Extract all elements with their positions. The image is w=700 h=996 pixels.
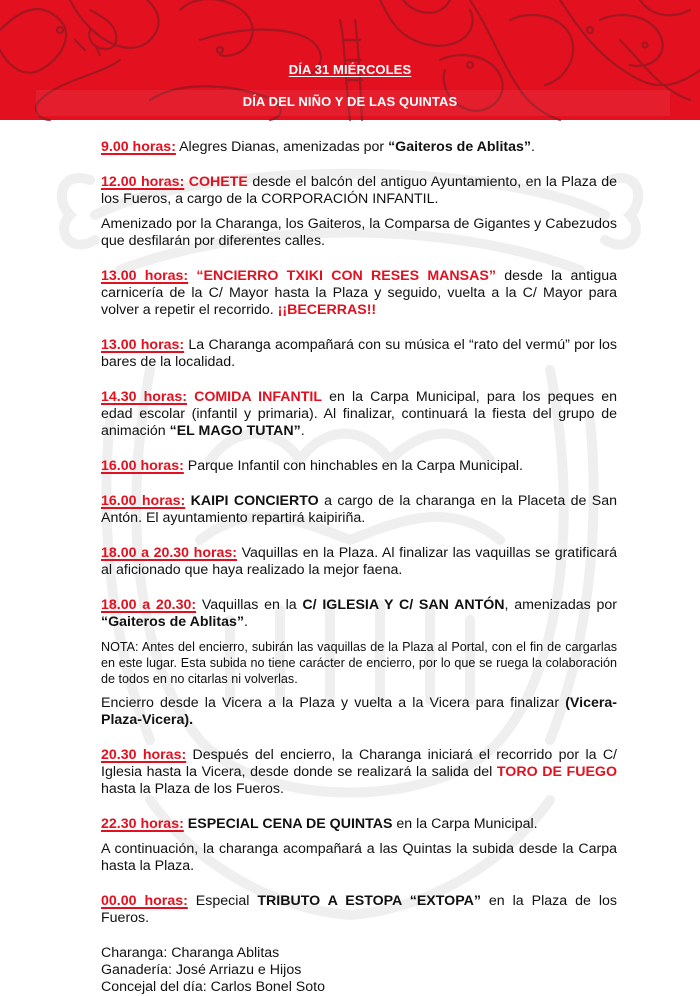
- event-time: 9.00 horas:: [101, 139, 176, 155]
- event-highlight: “ENCIERRO TXIKI CON RESES MANSAS”: [196, 268, 496, 284]
- event-item: 14.30 horas: COMIDA INFANTIL en la Carpa Municipal, para los peques en edad escolar (infantil y primaria). Al finalizar, continuará la fiesta del grupo de animación “EL MAGO TUTAN”.: [101, 389, 617, 439]
- event-item: 16.00 horas: Parque Infantil con hinchables en la Carpa Municipal.: [101, 458, 523, 474]
- event-time: 16.00 horas:: [101, 493, 186, 509]
- event-highlight: ¡¡BECERRAS!!: [277, 302, 377, 318]
- event-item: 9.00 horas: Alegres Dianas, amenizadas por “Gaiteros de Ablitas”.: [101, 139, 535, 155]
- event-time: 18.00 a 20.30:: [101, 597, 197, 613]
- event-performer: “Gaiteros de Ablitas”: [101, 614, 244, 630]
- event-highlight: TRIBUTO A ESTOPA “EXTOPA”: [257, 893, 481, 909]
- credits: [101, 945, 617, 996]
- event-item: 13.00 horas: La Charanga acompañará con su música el “rato del vermú” por los bares de la localidad.: [101, 337, 617, 370]
- event-nota: NOTA: Antes del encierro, subirán las vaquillas de la Plaza al Portal, con el fin de cargarlas en este lugar. Esta subida no tiene carácter de encierro, por lo que se ruega la colaboración de todos en no citarlas ni volverlas.: [101, 640, 617, 686]
- event-item: 16.00 horas: KAIPI CONCIERTO a cargo de la charanga en la Placeta de San Antón. El ayuntamiento repartirá kaipiriña.: [101, 493, 617, 526]
- event-note: Encierro desde la Vicera a la Plaza y vuelta a la Vicera para finalizar (Vicera-Plaza-Vicera).: [101, 695, 617, 728]
- event-time: 00.00 horas:: [101, 893, 188, 909]
- event-highlight: TORO DE FUEGO: [496, 764, 617, 780]
- credit-charanga: Charanga: Charanga Ablitas: [101, 945, 280, 961]
- event-performer: “EL MAGO TUTAN”: [169, 423, 301, 439]
- event-highlight: KAIPI CONCIERTO: [190, 493, 319, 509]
- event-time: 13.00 horas:: [101, 337, 185, 353]
- event-highlight: COHETE: [188, 174, 248, 190]
- event-note: A continuación, la charanga acompañará a las Quintas la subida desde la Carpa hasta la Plaza.: [101, 841, 617, 874]
- event-time: 18.00 a 20.30 horas:: [101, 545, 238, 561]
- event-highlight: COMIDA INFANTIL: [194, 389, 323, 405]
- event-item: 12.00 horas: COHETE desde el balcón del antiguo Ayuntamiento, en la Plaza de los Fueros, a cargo de la CORPORACIÓN INFANTIL.: [101, 174, 618, 207]
- event-time: 20.30 horas:: [101, 747, 187, 763]
- event-performer: “Gaiteros de Ablitas”: [388, 139, 532, 155]
- page-subtitle: DÍA DEL NIÑO Y DE LAS QUINTAS: [242, 94, 458, 109]
- event-item: 00.00 horas: Especial TRIBUTO A ESTOPA “EXTOPA” en la Plaza de los Fueros.: [101, 893, 617, 926]
- event-time: 13.00 horas:: [101, 268, 189, 284]
- event-item: 20.30 horas: Después del encierro, la Charanga iniciará el recorrido por la C/ Iglesia hasta la Vicera, desde donde se realizará la salida del TORO DE FUEGO hasta la Plaza de los Fueros.: [101, 747, 618, 797]
- event-time: 14.30 horas:: [101, 389, 187, 405]
- event-time: 16.00 horas:: [101, 458, 184, 474]
- header-banner: [0, 0, 700, 120]
- credit-ganaderia: Ganadería: José Arriazu e Hijos: [101, 962, 302, 978]
- credit-concejal: Concejal del día: Carlos Bonel Soto: [101, 979, 325, 995]
- event-highlight: ESPECIAL CENA DE QUINTAS: [187, 816, 393, 832]
- event-location: C/ IGLESIA Y C/ SAN ANTÓN: [302, 597, 505, 613]
- route-label: (Vicera-Plaza-Vicera).: [101, 695, 617, 728]
- event-item: 18.00 a 20.30 horas: Vaquillas en la Plaza. Al finalizar las vaquillas se gratificará al aficionado que haya realizado la mejor faena.: [101, 545, 617, 578]
- event-time: 12.00 horas:: [101, 174, 185, 190]
- event-note: Amenizado por la Charanga, los Gaiteros, la Comparsa de Gigantes y Cabezudos que desfilarán por diferentes calles.: [101, 216, 617, 249]
- page-title: DÍA 31 MIÉRCOLES: [288, 62, 412, 77]
- event-item: 18.00 a 20.30: Vaquillas en la C/ IGLESIA Y C/ SAN ANTÓN, amenizadas por “Gaiteros de Ablitas”.: [101, 597, 617, 630]
- event-schedule: [101, 139, 617, 996]
- event-item: 13.00 horas: “ENCIERRO TXIKI CON RESES MANSAS” desde la antigua carnicería de la C/ Mayor hasta la Plaza y seguido, vuelta a la C/ Mayor para volver a repetir el recorrido. ¡¡BECERRAS!!: [101, 268, 617, 318]
- event-item: 22.30 horas: ESPECIAL CENA DE QUINTAS en la Carpa Municipal.: [101, 816, 538, 832]
- event-time: 22.30 horas:: [101, 816, 184, 832]
